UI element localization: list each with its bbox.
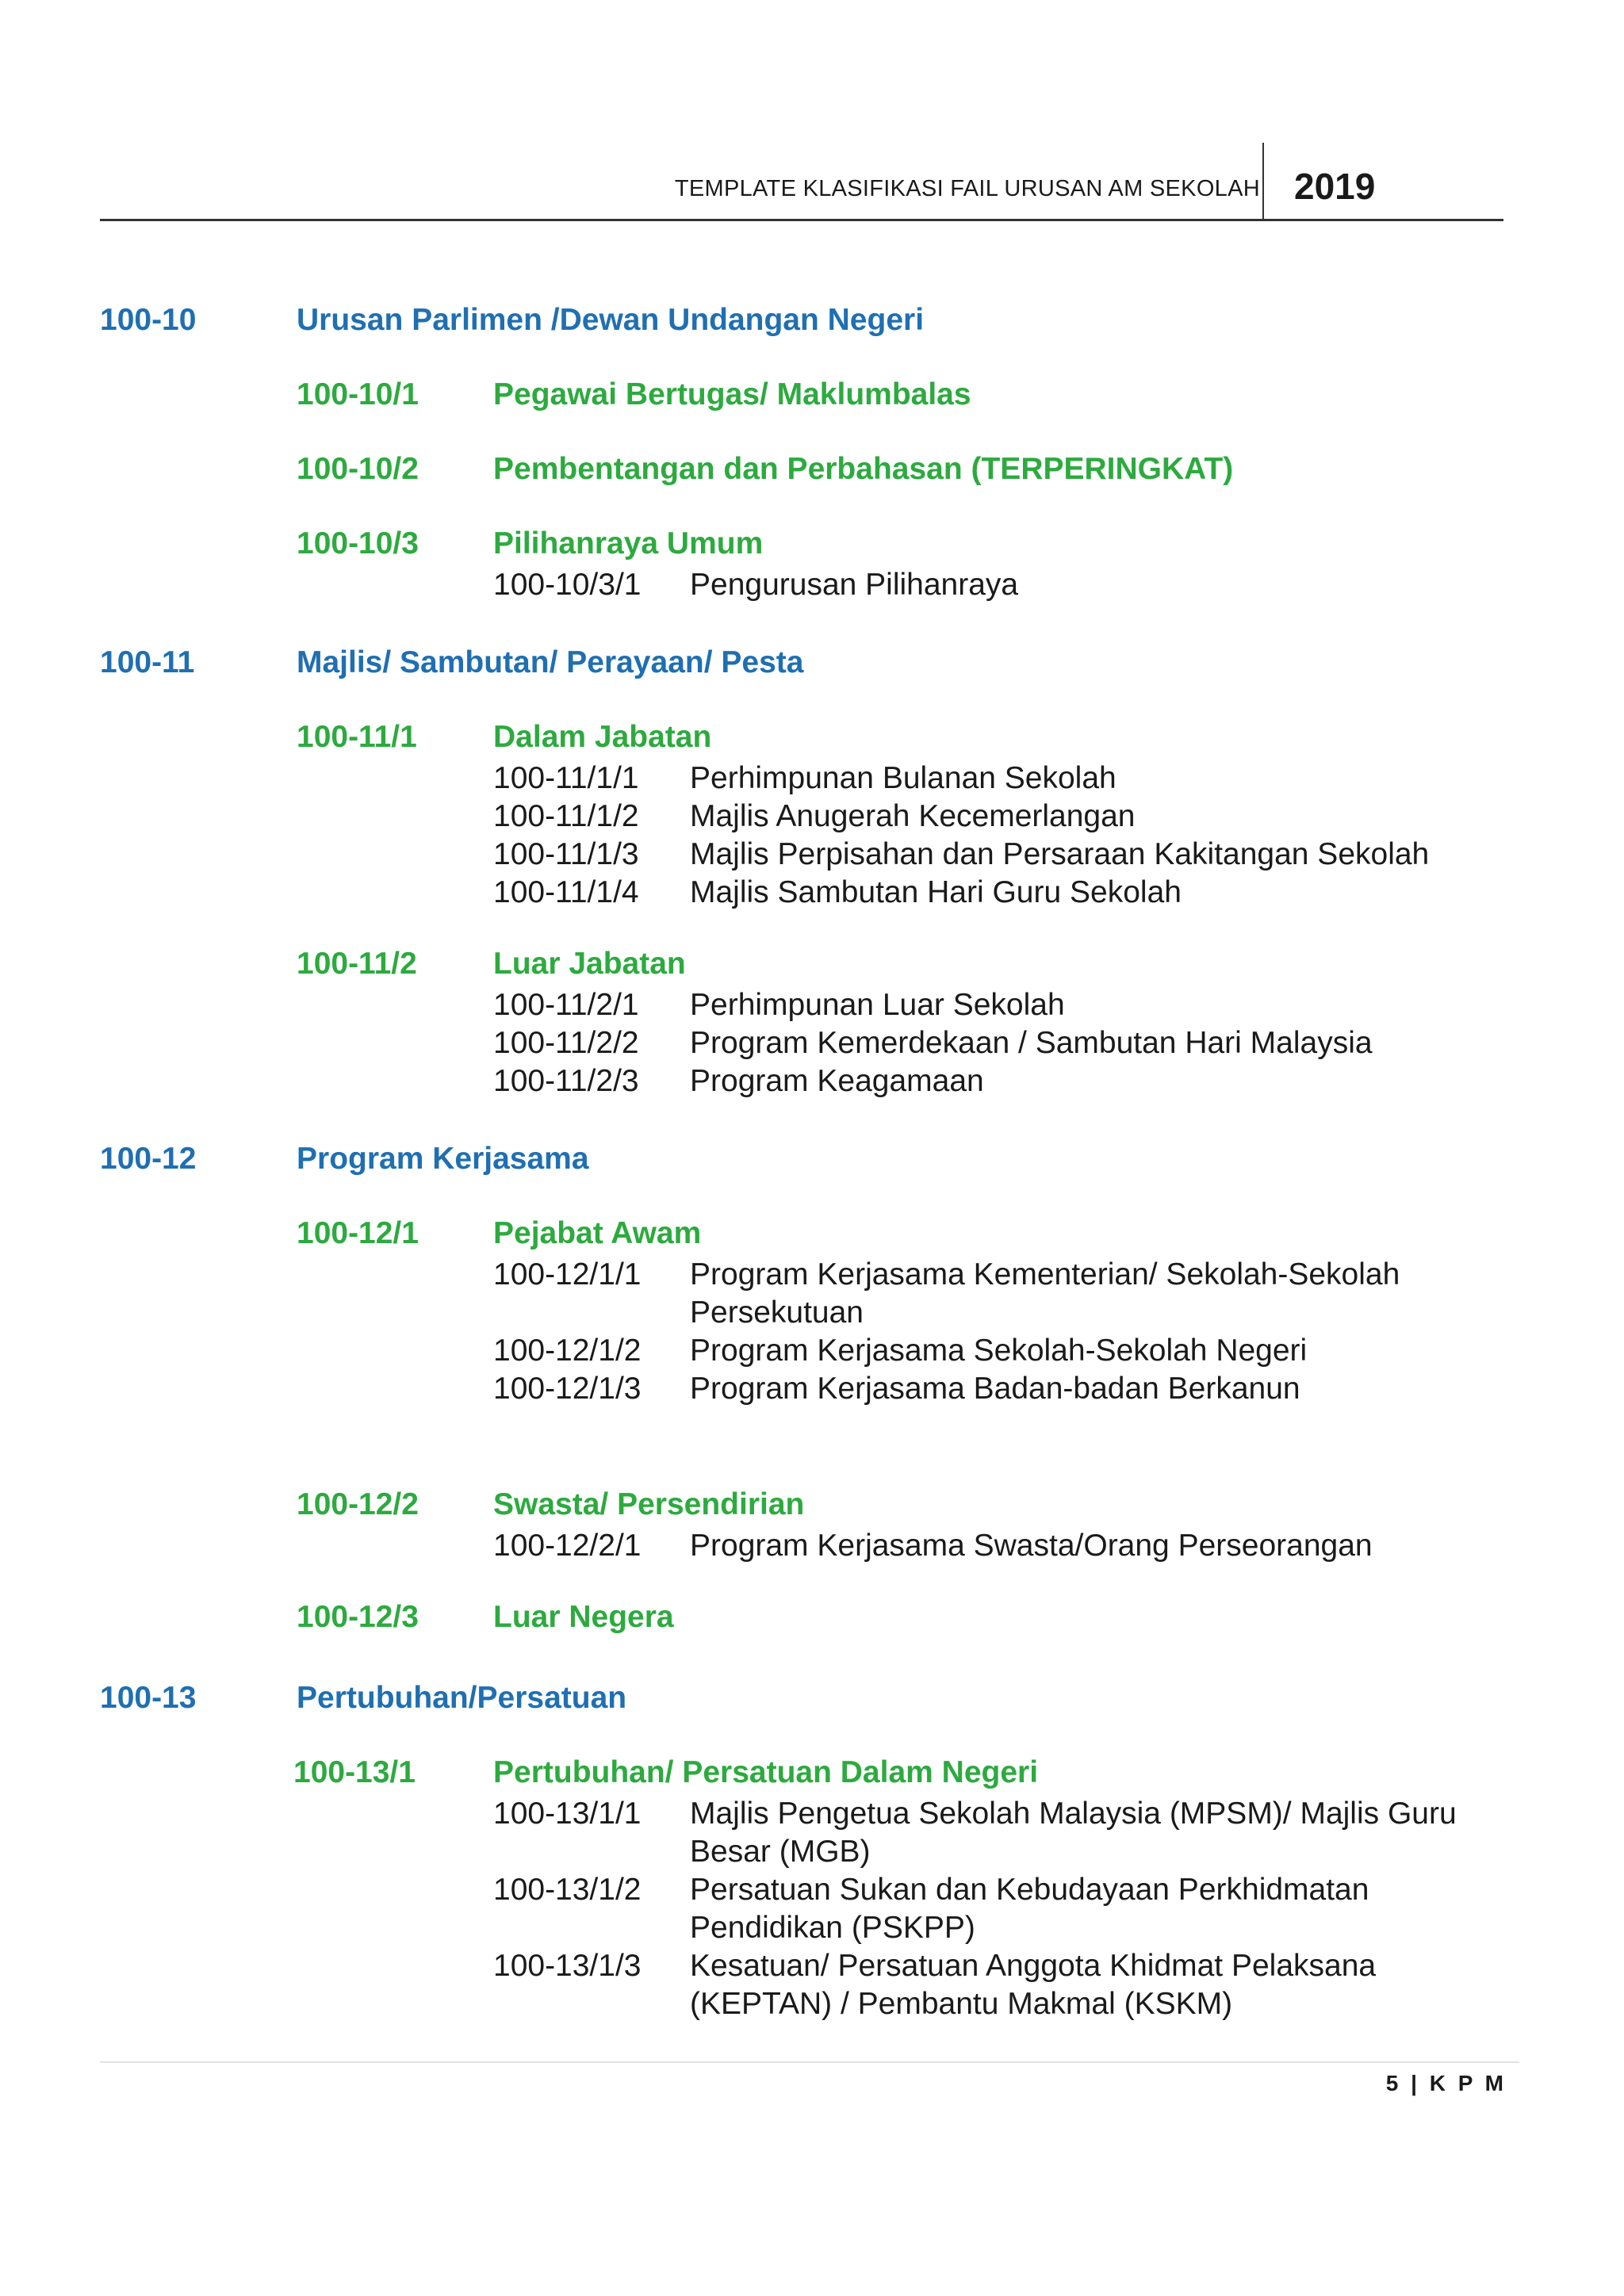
subsection-code: 100-12/3 — [297, 1600, 419, 1634]
section-heading — [100, 1676, 1511, 1720]
page-header — [100, 143, 1503, 222]
subsection-heading — [100, 373, 1511, 417]
section-code: 100-10 — [100, 303, 197, 337]
file-label: Majlis Sambutan Hari Guru Sekolah — [690, 875, 1182, 909]
file-item — [100, 1947, 1511, 2023]
file-item — [100, 760, 1511, 798]
subsection-code: 100-13/1 — [293, 1755, 416, 1789]
file-item — [100, 1062, 1511, 1100]
file-item — [100, 1024, 1511, 1062]
file-label: Pengurusan Pilihanraya — [690, 568, 1019, 602]
subsection-title: Dalam Jabatan — [493, 720, 712, 754]
file-code: 100-10/3/1 — [493, 568, 642, 602]
section-code: 100-13 — [100, 1681, 197, 1715]
file-item — [100, 566, 1511, 604]
subsection-title: Pembentangan dan Perbahasan (TERPERINGKAT) — [493, 452, 1234, 486]
file-label: Program Kerjasama Badan-badan Berkanun — [690, 1372, 1300, 1406]
file-code: 100-11/1/4 — [493, 875, 639, 909]
file-label: Perhimpunan Bulanan Sekolah — [690, 761, 1116, 795]
file-item — [100, 1370, 1511, 1408]
subsection-title: Pertubuhan/ Persatuan Dalam Negeri — [493, 1755, 1039, 1789]
subsection-heading — [100, 1595, 1511, 1640]
file-code: 100-11/1/1 — [493, 761, 639, 795]
classification-list — [100, 298, 1511, 2023]
file-label: Majlis Pengetua Sekolah Malaysia (MPSM)/ Majlis Guru Besar (MGB) — [690, 1797, 1457, 1869]
file-item — [100, 986, 1511, 1024]
page-number: 5 | K P M — [1385, 2071, 1507, 2095]
subsection-title: Pejabat Awam — [493, 1216, 702, 1250]
file-code: 100-12/2/1 — [493, 1529, 642, 1563]
file-item — [100, 874, 1511, 912]
subsection-code: 100-11/2 — [297, 947, 417, 981]
footer-rule — [100, 2061, 1519, 2063]
header-rule — [100, 219, 1503, 221]
file-item — [100, 1795, 1511, 1871]
section-heading — [100, 1137, 1511, 1181]
file-item — [100, 798, 1511, 836]
section-title: Pertubuhan/Persatuan — [297, 1681, 627, 1715]
file-label: Program Kerjasama Sekolah-Sekolah Negeri — [690, 1334, 1308, 1368]
subsection-heading — [100, 522, 1511, 566]
file-label: Majlis Perpisahan dan Persaraan Kakitangan Sekolah — [690, 837, 1430, 871]
file-label: Program Kemerdekaan / Sambutan Hari Malaysia — [690, 1026, 1373, 1060]
header-vertical-divider — [1262, 143, 1264, 219]
section-heading — [100, 298, 1511, 342]
subsection-code: 100-11/1 — [297, 720, 417, 754]
document-year: 2019 — [1294, 166, 1376, 207]
file-item — [100, 1256, 1511, 1332]
file-label: Program Kerjasama Kementerian/ Sekolah-Sekolah Persekutuan — [690, 1257, 1400, 1330]
file-code: 100-11/1/3 — [493, 837, 639, 871]
subsection-heading — [100, 1751, 1511, 1795]
subsection-code: 100-12/2 — [297, 1487, 419, 1521]
file-item — [100, 836, 1511, 874]
file-label: Kesatuan/ Persatuan Anggota Khidmat Pelaksana (KEPTAN) / Pembantu Makmal (KSKM) — [690, 1949, 1377, 2021]
file-code: 100-12/1/1 — [493, 1257, 642, 1292]
subsection-heading — [100, 1483, 1511, 1527]
file-code: 100-12/1/3 — [493, 1372, 642, 1406]
subsection-title: Pegawai Bertugas/ Maklumbalas — [493, 377, 971, 411]
document-title: TEMPLATE KLASIFIKASI FAIL URUSAN AM SEKOLAH — [674, 176, 1260, 201]
file-code: 100-13/1/3 — [493, 1949, 642, 1983]
file-label: Majlis Anugerah Kecemerlangan — [690, 799, 1136, 833]
subsection-code: 100-10/1 — [297, 377, 419, 411]
section-title: Program Kerjasama — [297, 1142, 589, 1176]
file-code: 100-11/2/1 — [493, 988, 639, 1022]
file-item — [100, 1871, 1511, 1947]
file-label: Program Kerjasama Swasta/Orang Perseorangan — [690, 1529, 1373, 1563]
subsection-heading — [100, 1211, 1511, 1256]
file-code: 100-13/1/2 — [493, 1873, 642, 1907]
file-label: Persatuan Sukan dan Kebudayaan Perkhidmatan Pendidikan (PSKPP) — [690, 1873, 1369, 1945]
section-code: 100-11 — [100, 645, 195, 679]
file-code: 100-11/2/2 — [493, 1026, 639, 1060]
subsection-heading — [100, 447, 1511, 492]
section-title: Majlis/ Sambutan/ Perayaan/ Pesta — [297, 645, 804, 679]
file-code: 100-12/1/2 — [493, 1334, 642, 1368]
subsection-code: 100-12/1 — [297, 1216, 419, 1250]
file-item — [100, 1527, 1511, 1565]
file-label: Program Keagamaan — [690, 1064, 984, 1098]
subsection-heading — [100, 715, 1511, 760]
file-code: 100-13/1/1 — [493, 1797, 642, 1831]
subsection-title: Swasta/ Persendirian — [493, 1487, 805, 1521]
subsection-title: Luar Negera — [493, 1600, 674, 1634]
section-code: 100-12 — [100, 1142, 197, 1176]
section-heading — [100, 641, 1511, 685]
subsection-code: 100-10/2 — [297, 452, 419, 486]
section-title: Urusan Parlimen /Dewan Undangan Negeri — [297, 303, 925, 337]
subsection-title: Pilihanraya Umum — [493, 526, 764, 561]
subsection-title: Luar Jabatan — [493, 947, 686, 981]
file-label: Perhimpunan Luar Sekolah — [690, 988, 1065, 1022]
file-item — [100, 1332, 1511, 1370]
file-code: 100-11/2/3 — [493, 1064, 639, 1098]
subsection-heading — [100, 942, 1511, 986]
file-code: 100-11/1/2 — [493, 799, 639, 833]
subsection-code: 100-10/3 — [297, 526, 419, 561]
